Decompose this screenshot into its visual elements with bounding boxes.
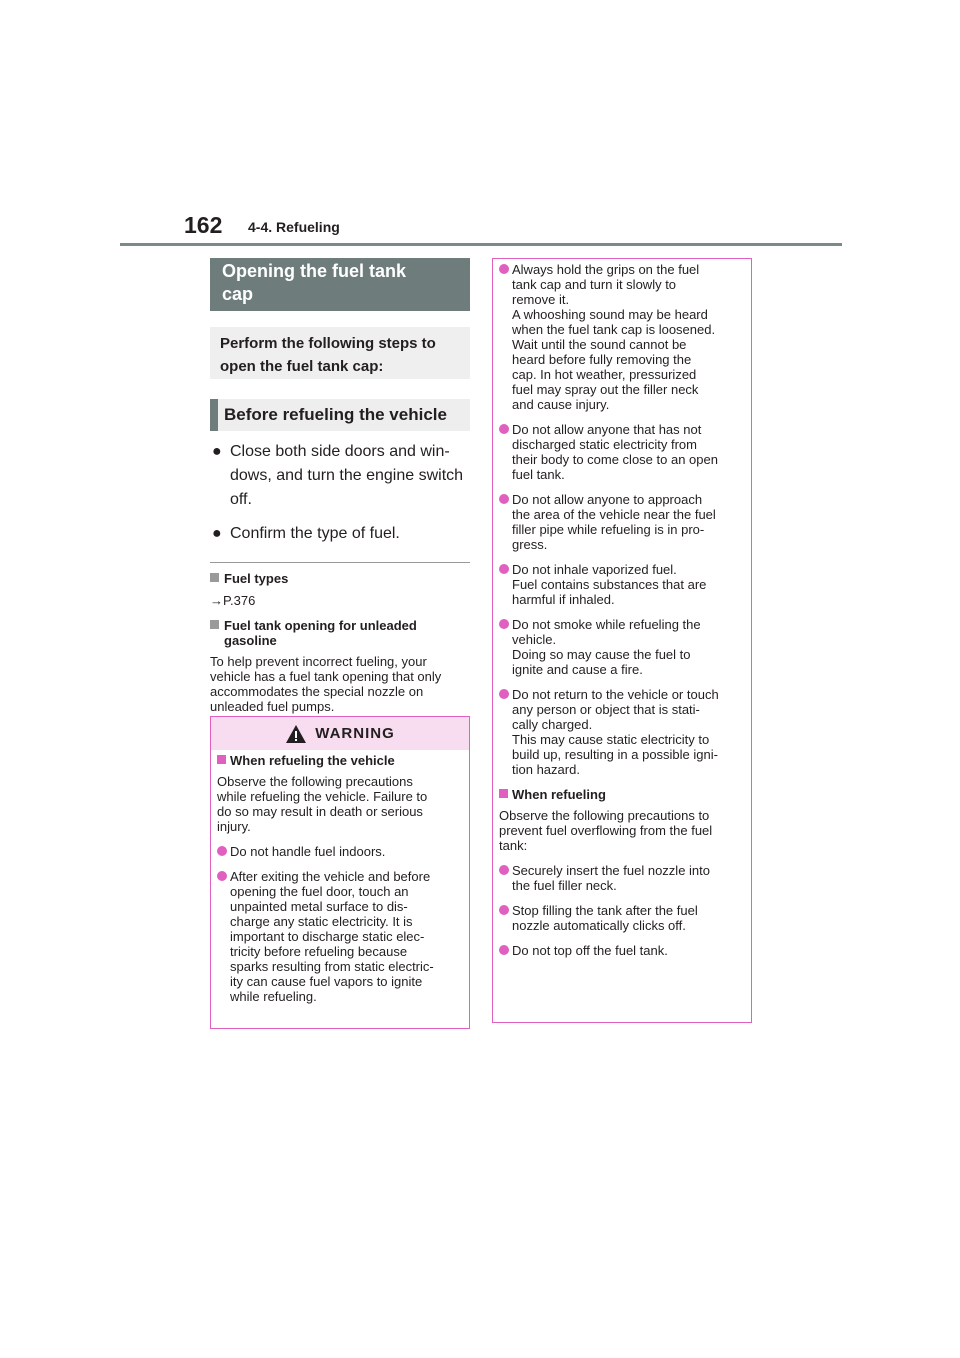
square-bullet-icon [217, 755, 226, 764]
header-rule [120, 243, 842, 246]
list-item [210, 440, 470, 512]
text-line: To help prevent incorrect fueling, your [210, 654, 427, 669]
left-column [210, 258, 470, 714]
list-item-line: fuel tank. [512, 467, 565, 482]
intro-box [210, 327, 470, 379]
square-bullet-icon [499, 789, 508, 798]
text-line: while refueling the vehicle. Failure to [217, 789, 428, 804]
list-item-line: cally charged. [512, 717, 593, 732]
list-item [499, 617, 745, 677]
list-item-line: cap. In hot weather, pressurized [512, 367, 697, 382]
list-item [499, 863, 745, 893]
list-item [217, 869, 463, 1004]
warning-label: WARNING [315, 725, 395, 742]
text-line: accommodates the special nozzle on [210, 684, 424, 699]
list-item-line: Stop filling the tank after the fuel [512, 903, 698, 918]
bullet-icon [217, 871, 227, 881]
fuel-opening-heading [210, 618, 470, 648]
section-title-line: cap [222, 284, 254, 304]
page-reference: →P.376 [210, 593, 256, 608]
refueling-heading [499, 787, 745, 802]
list-item-line: tank cap and turn it slowly to [512, 277, 677, 292]
bullet-icon [499, 424, 509, 434]
list-item-line: Do not top off the fuel tank. [512, 943, 668, 958]
divider [210, 562, 470, 563]
text-line: Observe the following precautions to [499, 808, 710, 823]
bullet-icon [499, 564, 509, 574]
list-item-line: A whooshing sound may be heard [512, 307, 708, 322]
list-item-line: their body to come close to an open [512, 452, 718, 467]
list-item-line: heard before fully removing the [512, 352, 692, 367]
list-item-line: off. [230, 491, 252, 508]
square-bullet-icon [210, 573, 219, 582]
list-item-line: Close both side doors and win- [230, 443, 450, 460]
text-line: injury. [217, 819, 251, 834]
list-item-line: dows, and turn the engine switch [230, 467, 464, 484]
warning-heading [217, 753, 463, 768]
section-header: 4-4. Refueling [248, 219, 340, 235]
list-item-line: Fuel contains substances that are [512, 577, 707, 592]
list-item [499, 262, 745, 412]
warning-intro [217, 774, 463, 834]
fuel-opening-text [210, 654, 470, 714]
list-item-line: filler pipe while refueling is in pro- [512, 522, 705, 537]
list-item-line: ity can cause fuel vapors to ignite [230, 974, 423, 989]
heading-text: When refueling the vehicle [230, 753, 395, 768]
list-item-line: Do not return to the vehicle or touch [512, 687, 719, 702]
text-line: prevent fuel overflowing from the fuel [499, 823, 713, 838]
list-item-line: when the fuel tank cap is loosened. [512, 322, 716, 337]
intro-line: open the fuel tank cap: [220, 358, 384, 375]
list-item-line: build up, resulting in a possible igni- [512, 747, 718, 762]
fuel-types-heading [210, 571, 470, 586]
warning-header [211, 717, 469, 750]
step-list [210, 440, 470, 546]
text-line: do so may result in death or serious [217, 804, 423, 819]
warning-icon [285, 724, 307, 744]
text-line: tank: [499, 838, 528, 853]
text-line: unleaded fuel pumps. [210, 699, 335, 714]
list-item [210, 522, 470, 546]
bullet-icon [499, 619, 509, 629]
list-item-line: tion hazard. [512, 762, 580, 777]
list-item [217, 844, 463, 859]
list-item-line: any person or object that is stati- [512, 702, 700, 717]
intro-line: Perform the following steps to [220, 335, 436, 352]
bullet-icon [499, 264, 509, 274]
list-item-line: nozzle automatically clicks off. [512, 918, 686, 933]
list-item-line: the fuel filler neck. [512, 878, 617, 893]
list-item-line: ignite and cause a fire. [512, 662, 643, 677]
list-item-line: charge any static electricity. It is [230, 914, 413, 929]
list-item-line: discharged static electricity from [512, 437, 697, 452]
section-title-line: Opening the fuel tank [222, 261, 407, 281]
list-item-line: Always hold the grips on the fuel [512, 262, 700, 277]
bullet-icon [499, 494, 509, 504]
warning-continued-box [492, 258, 752, 1023]
list-item-line: important to discharge static elec- [230, 929, 425, 944]
bullet-icon [499, 689, 509, 699]
list-item-line: Do not allow anyone to approach [512, 492, 703, 507]
list-item-line: Do not handle fuel indoors. [230, 844, 386, 859]
list-item-line: tricity before refueling because [230, 944, 408, 959]
page-number: 162 [184, 212, 223, 238]
list-item [499, 903, 745, 933]
bullet-icon [217, 846, 227, 856]
list-item-line: remove it. [512, 292, 570, 307]
list-item-line: Wait until the sound cannot be [512, 337, 687, 352]
list-item [499, 422, 745, 482]
text-line: Observe the following precautions [217, 774, 413, 789]
refueling-intro [499, 808, 745, 853]
bullet-icon [499, 905, 509, 915]
warning-body [211, 750, 469, 1004]
text-line: vehicle has a fuel tank opening that only [210, 669, 442, 684]
bullet-icon: ● [212, 443, 222, 460]
list-item-line: fuel may spray out the filler neck [512, 382, 699, 397]
bullet-icon [499, 945, 509, 955]
subsection-title: Before refueling the vehicle [210, 399, 470, 431]
list-item-line: gress. [512, 537, 548, 552]
list-item-line: the area of the vehicle near the fuel [512, 507, 716, 522]
section-title [210, 258, 470, 311]
list-item-line: unpainted metal surface to dis- [230, 899, 408, 914]
warning-box [210, 716, 470, 1029]
list-item-line: Do not inhale vaporized fuel. [512, 562, 677, 577]
list-item-line: harmful if inhaled. [512, 592, 615, 607]
list-item-line: After exiting the vehicle and before [230, 869, 431, 884]
list-item-line: Securely insert the fuel nozzle into [512, 863, 710, 878]
list-item-line: and cause injury. [512, 397, 610, 412]
list-item-line: Do not allow anyone that has not [512, 422, 702, 437]
list-item-line: Do not smoke while refueling the [512, 617, 701, 632]
bullet-icon [499, 865, 509, 875]
list-item [499, 943, 745, 958]
list-item-line: opening the fuel door, touch an [230, 884, 409, 899]
bullet-icon: ● [212, 525, 222, 542]
heading-text: When refueling [512, 787, 606, 802]
list-item [499, 492, 745, 552]
list-item-line: sparks resulting from static electric- [230, 959, 434, 974]
list-item-line: Doing so may cause the fuel to [512, 647, 691, 662]
list-item-line: Confirm the type of fuel. [230, 525, 400, 542]
square-bullet-icon [210, 620, 219, 629]
heading-text: Fuel tank opening for unleaded [224, 618, 417, 633]
warning-continued-body [493, 259, 751, 958]
list-item [499, 687, 745, 777]
heading-text: gasoline [224, 633, 277, 648]
list-item-line: This may cause static electricity to [512, 732, 710, 747]
list-item [499, 562, 745, 607]
list-item-line: vehicle. [512, 632, 557, 647]
list-item-line: while refueling. [230, 989, 317, 1004]
heading-text: Fuel types [224, 571, 289, 586]
